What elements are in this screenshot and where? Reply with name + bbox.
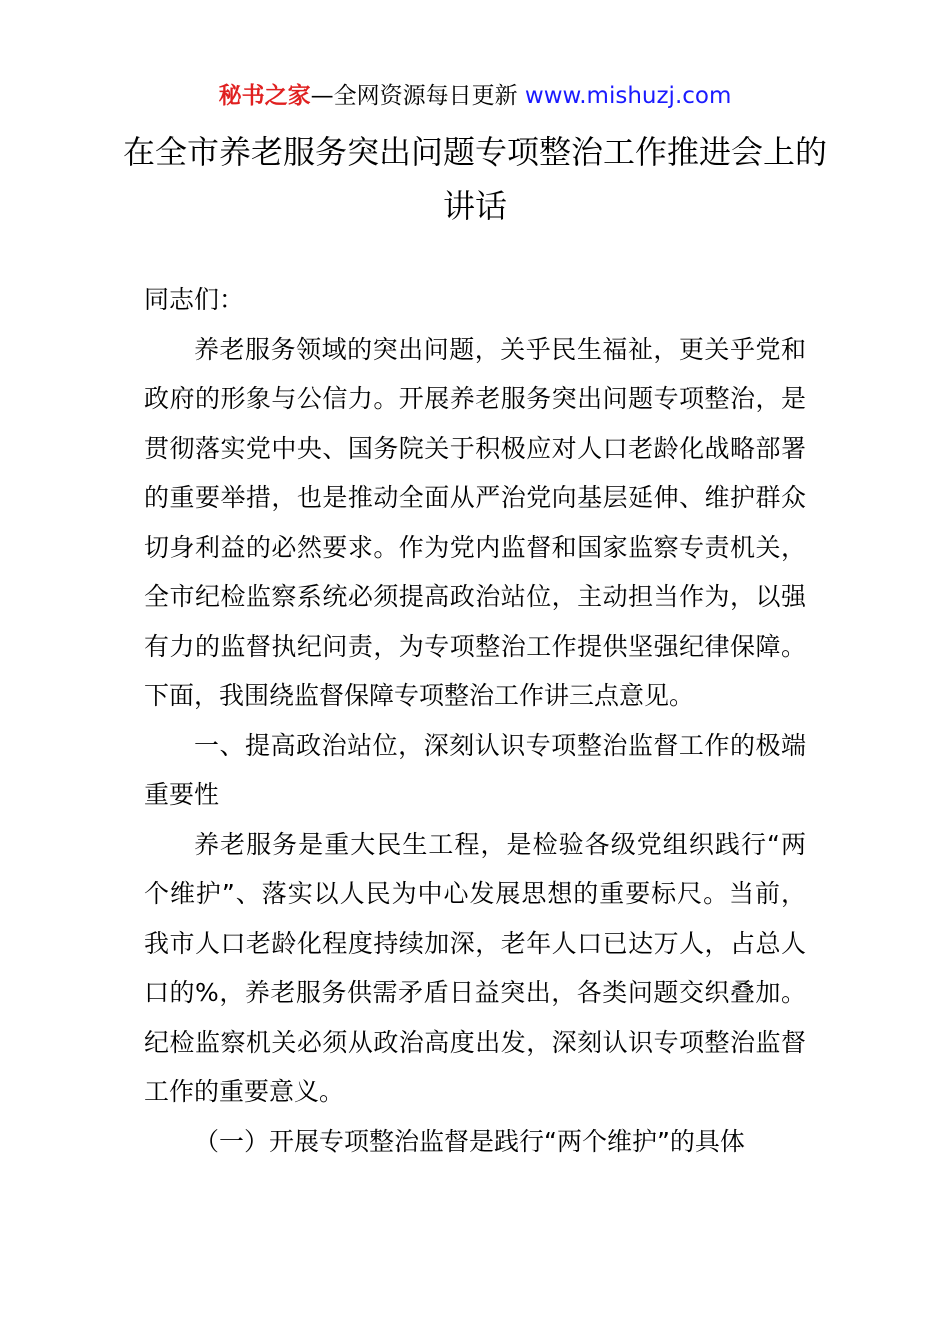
salutation: 同志们： [144,285,245,314]
subsection-heading-1: （一）开展专项整治监督是践行“两个维护”的具体 [194,1126,745,1156]
brand-name: 秘书之家 [218,83,311,109]
paragraph-section-1: 养老服务是重大民生工程，是检验各级党组织践行“两个维护”、落实以人民为中心发展思想的重要标尺。当前，我市人口老龄化程度持续加深，老年人口已达万人，占总人口的%，养老服务供需矛盾日益突出，各类问题交织叠加。纪检监察机关必须从政治高度出发，深刻认识专项整治监督工作的重要意义。 [144,829,806,1106]
site-banner [0,80,950,112]
banner-tagline: —全网资源每日更新 [310,83,525,109]
paragraph-intro: 养老服务领域的突出问题，关乎民生福祉，更关乎党和政府的形象与公信力。开展养老服务突出问题专项整治，是贯彻落实党中央、国务院关于积极应对人口老龄化战略部署的重要举措，也是推动全面从严治党向基层延伸、维护群众切身利益的必然要求。作为党内监督和国家监察专责机关，全市纪检监察系统必须提高政治站位，主动担当作为，以强有力的监督执纪问责，为专项整治工作提供坚强纪律保障。下面，我围绕监督保障专项整治工作讲三点意见。 [144,334,806,710]
site-url-link[interactable]: www.mishuzj.com [524,83,732,109]
document-title: 在全市养老服务突出问题专项整治工作推进会上的讲话 [122,133,827,225]
section-heading-1: 一、提高政治站位，深刻认识专项整治监督工作的极端重要性 [144,730,806,809]
document-body [144,275,806,1166]
